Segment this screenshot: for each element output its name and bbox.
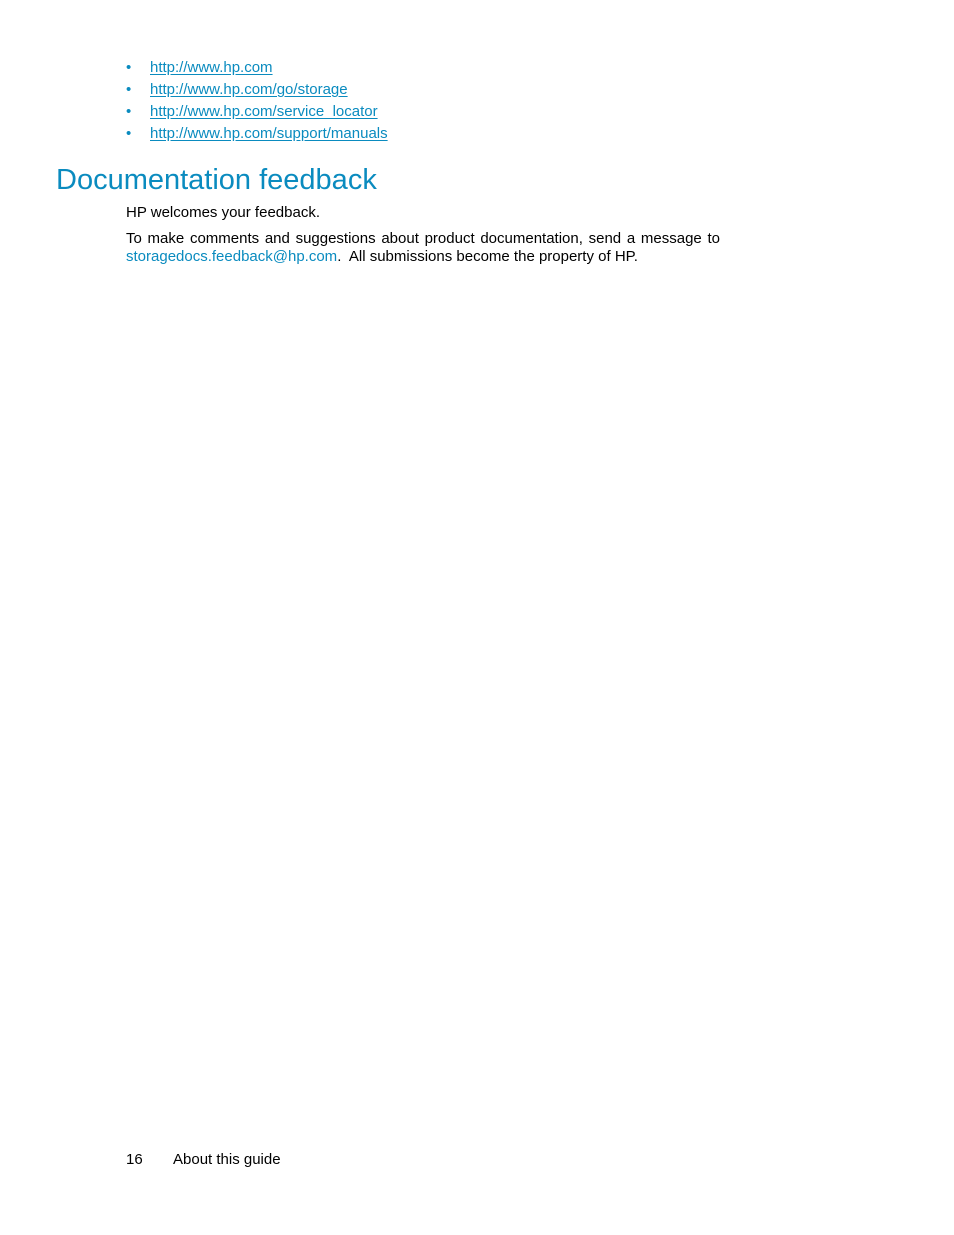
- word: documentation,: [480, 230, 583, 247]
- list-item: [126, 58, 388, 80]
- word: product: [424, 230, 475, 247]
- section-title: Documentation feedback: [56, 164, 377, 196]
- instructions-line-2: [126, 248, 720, 266]
- instructions-tail: . All submissions become the property of HP.: [337, 248, 638, 265]
- bullet-icon: •: [126, 125, 132, 142]
- bullet-icon: •: [126, 81, 132, 98]
- footer-section-name: About this guide: [173, 1151, 281, 1168]
- bullet-icon: •: [126, 59, 132, 76]
- word: To: [126, 230, 142, 247]
- page-footer: [126, 1151, 281, 1169]
- bullet-icon: •: [126, 103, 132, 120]
- word: comments: [189, 230, 260, 247]
- word: make: [147, 230, 185, 247]
- word: message: [640, 230, 702, 247]
- page-number: 16: [126, 1151, 143, 1168]
- reference-link-list: [126, 58, 388, 146]
- list-item: [126, 102, 388, 124]
- feedback-instructions: [126, 230, 720, 266]
- feedback-email-link[interactable]: storagedocs.feedback@hp.com: [126, 248, 338, 265]
- word: about: [381, 230, 419, 247]
- word: and: [264, 230, 290, 247]
- hp-home-link[interactable]: http://www.hp.com: [150, 59, 273, 76]
- instructions-line-1: [126, 230, 720, 248]
- hp-support-manuals-link[interactable]: http://www.hp.com/support/manuals: [150, 125, 388, 142]
- feedback-intro-text: HP welcomes your feedback.: [126, 204, 320, 221]
- word: suggestions: [295, 230, 376, 247]
- hp-storage-link[interactable]: http://www.hp.com/go/storage: [150, 81, 348, 98]
- word: to: [707, 230, 720, 247]
- hp-service-locator-link[interactable]: http://www.hp.com/service_locator: [150, 103, 378, 120]
- list-item: [126, 80, 388, 102]
- list-item: [126, 124, 388, 146]
- word: send: [588, 230, 622, 247]
- word: a: [626, 230, 636, 247]
